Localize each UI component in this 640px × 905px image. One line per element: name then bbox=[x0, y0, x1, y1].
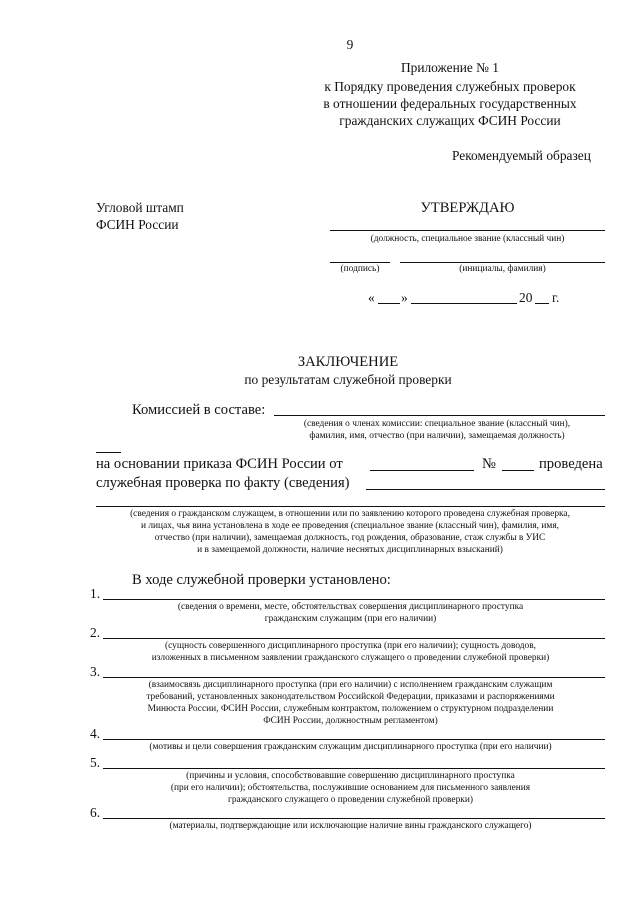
date-year: 20 bbox=[519, 290, 533, 305]
item-number: 2. bbox=[90, 625, 101, 640]
day-line bbox=[378, 303, 400, 304]
item-hint: Минюста России, ФСИН России, служебным контрактом, положением о структурном подразделении bbox=[147, 704, 554, 714]
item-hint: ФСИН России, должностным регламентом) bbox=[263, 716, 438, 726]
conclusion-title: ЗАКЛЮЧЕНИЕ bbox=[297, 354, 399, 370]
item-hint: (материалы, подтверждающие или исключающие наличие вины гражданского служащего) bbox=[169, 821, 532, 831]
appendix-line: к Порядку проведения служебных проверок bbox=[324, 79, 576, 94]
item-hint: требований, установленных законодательством Российской Федерации, приказами и распоряжениями bbox=[146, 692, 555, 702]
signature-line bbox=[330, 262, 390, 263]
item-hint: (взаимосвязь дисциплинарного проступка (при его наличии) с исполнением гражданским служащим bbox=[148, 680, 553, 690]
appendix-title: Приложение № 1 bbox=[400, 60, 500, 75]
order-date-line bbox=[370, 470, 474, 471]
basis-hint: отчество (при наличии), замещаемая должность, год рождения, образование, стаж службы в УИС bbox=[154, 533, 546, 543]
stamp-org: ФСИН России bbox=[96, 217, 179, 232]
item-number: 5. bbox=[90, 755, 101, 770]
basis-hint: (сведения о гражданском служащем, в отношении или по заявлению которого проведена служебная проверка, bbox=[130, 509, 570, 519]
date-quote-close: » bbox=[401, 290, 408, 305]
fact-line bbox=[366, 489, 605, 490]
item-line bbox=[103, 818, 605, 819]
date-quote-open: « bbox=[368, 290, 375, 305]
date-suffix: г. bbox=[552, 290, 560, 305]
item-line bbox=[103, 638, 605, 639]
year-line bbox=[535, 303, 549, 304]
basis-hint: и в замещаемой должности, наличие неснятых дисциплинарных взысканий) bbox=[197, 545, 503, 555]
item-hint: (сущность совершенного дисциплинарного проступка (при его наличии); сущность доводов, bbox=[165, 641, 536, 651]
item-hint: (сведения о времени, месте, обстоятельствах совершения дисциплинарного проступка bbox=[177, 602, 524, 612]
item-number: 1. bbox=[90, 586, 101, 601]
findings-heading: В ходе служебной проверки установлено: bbox=[132, 572, 391, 588]
item-hint: гражданским служащим (при его наличии) bbox=[264, 614, 437, 624]
item-line bbox=[103, 768, 605, 769]
sample-note: Рекомендуемый образец bbox=[452, 148, 591, 163]
commission-hint: (сведения о членах комиссии: специальное звание (классный чин), bbox=[303, 419, 571, 429]
item-line bbox=[103, 599, 605, 600]
appendix-line: в отношении федеральных государственных bbox=[323, 96, 577, 111]
basis-prefix: на основании приказа ФСИН России от bbox=[96, 456, 343, 472]
item-hint: (мотивы и цели совершения гражданским служащим дисциплинарного проступка (при его наличии) bbox=[149, 742, 552, 752]
item-line bbox=[103, 677, 605, 678]
position-line bbox=[330, 230, 605, 231]
item-number: 6. bbox=[90, 805, 101, 820]
commission-hint: фамилия, имя, отчество (при наличии), замещаемая должность) bbox=[309, 431, 565, 441]
signature-hint: (подпись) bbox=[340, 264, 380, 274]
basis-line2: служебная проверка по факту (сведения) bbox=[96, 475, 350, 491]
fact-line-2 bbox=[96, 506, 605, 507]
month-line bbox=[411, 303, 517, 304]
initials-hint: (инициалы, фамилия) bbox=[459, 264, 546, 274]
commission-extra-line bbox=[96, 452, 121, 453]
order-number-sign: № bbox=[482, 456, 496, 472]
basis-suffix: проведена bbox=[539, 456, 603, 472]
item-hint: (причины и условия, способствовавшие совершению дисциплинарного проступка bbox=[186, 771, 515, 781]
approve-title: УТВЕРЖДАЮ bbox=[420, 200, 515, 216]
basis-hint: и лицах, чья вина установлена в ходе ее проведения (специальное звание (классный чин), фамилия, имя, bbox=[141, 521, 559, 531]
item-line bbox=[103, 739, 605, 740]
item-hint: (при его наличии); обстоятельства, послужившие основанием для письменного заявления bbox=[170, 783, 531, 793]
item-hint: гражданского служащего о проведении служебной проверки) bbox=[228, 795, 473, 805]
commission-line bbox=[274, 415, 605, 416]
stamp-label: Угловой штамп bbox=[96, 200, 184, 215]
initials-line bbox=[400, 262, 605, 263]
item-number: 4. bbox=[90, 726, 101, 741]
item-number: 3. bbox=[90, 664, 101, 679]
appendix-line: гражданских служащих ФСИН России bbox=[339, 113, 561, 128]
order-number-line bbox=[502, 470, 534, 471]
position-hint: (должность, специальное звание (классный чин) bbox=[370, 234, 565, 244]
item-hint: изложенных в письменном заявлении гражданского служащего о проведении служебной проверки) bbox=[151, 653, 550, 663]
conclusion-subtitle: по результатам служебной проверки bbox=[244, 372, 452, 387]
page-number: 9 bbox=[346, 37, 354, 52]
commission-label: Комиссией в составе: bbox=[132, 402, 266, 418]
